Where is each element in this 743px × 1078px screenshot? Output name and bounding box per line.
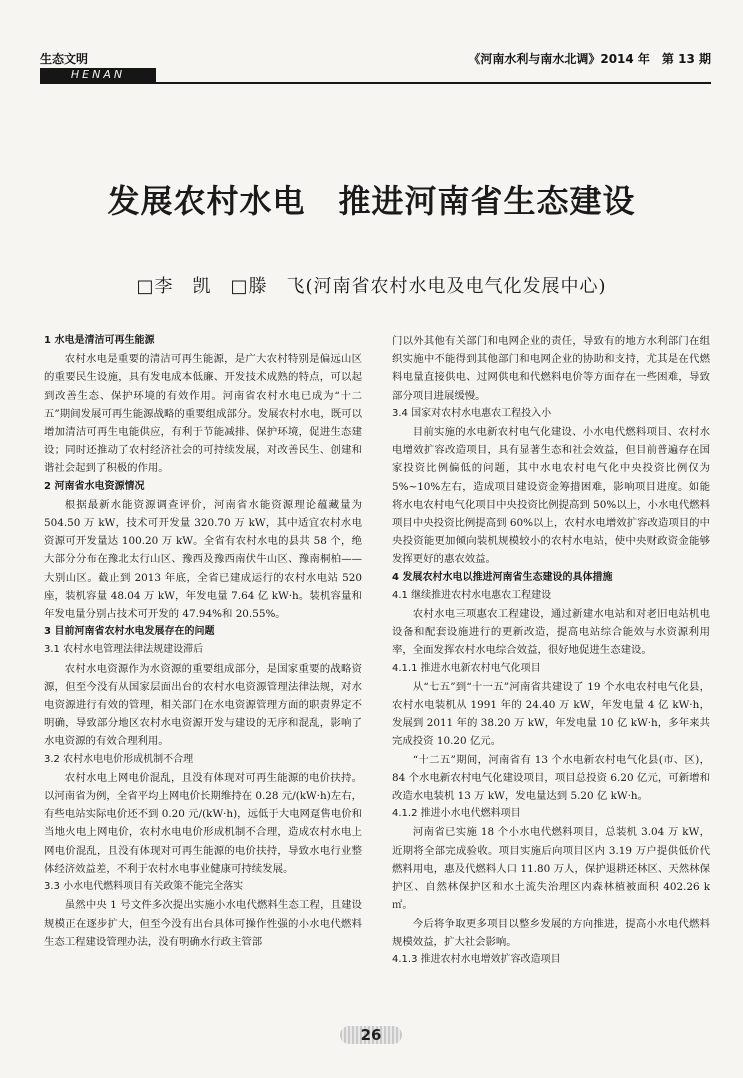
- paragraph: 根据最新水能资源调查评价，河南省水能资源理论蕴藏量为 504.50 万 kW，技术可开发量 320.70 万 kW，其中适宜农村水电资源可开发量达 100.20 万 kW。全省有农村水电的县共 58 个，绝大部分分布在豫北太行山区、豫西及豫西南伏牛山区、豫南桐柏——大别山区。截止到 2013 年底，全省已建成运行的农村水电站 520 座，装机容量 48.04 万 kW，年发电量 7.64 亿 kW·h。装机容量和年发电量分别占技术可开发的 47.94%和 20.55%。: [44, 498, 362, 621]
- section-heading: 1 水电是清洁可再生能源: [44, 335, 155, 346]
- section-label: 生态文明: [40, 52, 89, 66]
- page-number: [340, 1022, 402, 1048]
- section-heading: 4.1.2 推进小水电代燃料项目: [392, 808, 521, 820]
- section-heading: 4 发展农村水电以推进河南省生态建设的具体措施: [392, 571, 613, 583]
- paragraph: “十二五”期间，河南省有 13 个水电新农村电气化县(市、区)，84 个水电新农村电气化建设项目，项目总投资 6.20 亿元，可新增和改造水电装机 13 万 kW，发电量达到 5.20 亿 kW·h。: [392, 753, 710, 803]
- journal-issue: 《河南水利与南水北调》2014 年 第 13 期: [468, 52, 711, 66]
- section-heading: 2 河南省水电资源情况: [44, 480, 145, 492]
- section-heading: 4.1.1 推进水电新农村电气化项目: [392, 662, 541, 674]
- section-heading: 3.3 小水电代燃料项目有关政策不能完全落实: [44, 881, 244, 893]
- section-heading: 3.4 国家对农村水电惠农工程投入小: [392, 407, 552, 419]
- section-heading: 3.1 农村水电管理法律法规建设滞后: [44, 644, 204, 656]
- paragraph: 目前实施的水电新农村电气化建设、小水电代燃料项目、农村水电增效扩容改造项目，具有显著生态和社会效益，但目前普遍存在国家投资比例偏低的问题，其中水电农村电气化中央投资比例仅为 5%~10%左右，造成项目建设资金筹措困难，影响项目进度。如能将水电农村电气化项目中央投资比例提高到 50%以上，小水电代燃料项目中央投资比例提高到 60%以上，农村水电增效扩容改造项目的中央投资能更加倾向装机规模较小的农村水电站，使中央财政资金能够发挥更好的惠农效益。: [392, 426, 710, 566]
- article-title: 发展农村水电 推进河南省生态建设: [107, 182, 636, 220]
- paragraph: 农村水电上网电价混乱，且没有体现对可再生能源的电价扶持。以河南省为例，全省平均上网电价长期维持在 0.28 元/(kW·h)左右，有些电站实际电价还不到 0.20 元/(kW·h)，远低于大电网趸售电价和当地火电上网电价，农村水电电价形成机制不合理，造成农村水电上网电价混乱，且没有体现对可再生能源的电价扶持，导致水电行业整体经济效益差，不利于农村水电事业健康可持续发展。: [44, 771, 362, 875]
- section-heading: 4.1 继续推进农村水电惠农工程建设: [392, 589, 552, 601]
- left-column: [44, 332, 362, 951]
- right-column: [392, 332, 710, 969]
- header-rule: [40, 82, 711, 84]
- paragraph: 今后将争取更多项目以整乡发展的方向推进，提高小水电代燃料规模效益，扩大社会影响。: [392, 917, 710, 948]
- section-heading: 4.1.3 推进农村水电增效扩容改造项目: [392, 953, 561, 965]
- paragraph: 门以外其他有关部门和电网企业的责任，导致有的地方水利部门在组织实施中不能得到其他部门和电网企业的协助和支持，尤其是在代燃料电量直接供电、过网供电和代燃料电价等方面存在一些困难，导致部分项目进展缓慢。: [392, 335, 710, 402]
- paragraph: 农村水电三项惠农工程建设，通过新建水电站和对老旧电站机电设备和配套设施进行的更新改造，提高电站综合能效与水资源利用率，全面发挥农村水电综合效益，很好地促进生态建设。: [392, 608, 710, 657]
- henan-banner: HENAN: [40, 68, 156, 82]
- section-heading: 3.2 农村水电电价形成机制不合理: [44, 753, 194, 765]
- section-heading: 3 目前河南省农村水电发展存在的问题: [44, 626, 215, 638]
- paragraph: 农村水电是重要的清洁可再生能源，是广大农村特别是偏远山区的重要民生设施，具有发电成本低廉、开发技术成熟的特点，可以起到改善生态、保护环境的有效作用。河南省农村水电已成为“十二五”期间发展可再生能源战略的重要组成部分。发展农村水电，既可以增加清洁可再生电能供应，有利于节能减排、保护环境，促进生态建设；同时还推动了农村经济社会的可持续发展，对改善民生、创建和谐社会起到了积极的作用。: [44, 353, 362, 475]
- paragraph: 农村水电资源作为水资源的重要组成部分，是国家重要的战略资源，但至今没有从国家层面出台的农村水电资源管理法律法规，对水电资源进行有效的管理，相关部门在水电资源管理方面的职责界定不明确，导致部分地区农村水电资源开发与建设的无序和混乱，影响了水电资源的有效合理利用。: [44, 662, 362, 748]
- article-authors: □李 凯 □滕 飞(河南省农村水电及电气化发展中心): [136, 276, 607, 297]
- paragraph: 从“七五”到“十一五”河南省共建设了 19 个水电农村电气化县，农村水电装机从 1991 年的 24.40 万 kW，年发电量 4 亿 kW·h，发展到 2011 年的 38.20 万 kW，年发电量 10 亿 kW·h，多年来共完成投资 10.20 亿元。: [392, 680, 710, 748]
- page-number-text: 26: [360, 1026, 382, 1044]
- paragraph: 虽然中央 1 号文件多次提出实施小水电代燃料生态工程，且建设规模正在逐步扩大，但至今没有出台具体可操作性强的小水电代燃料生态工程建设管理办法，没有明确水行政主管部: [44, 899, 362, 948]
- paragraph: 河南省已实施 18 个小水电代燃料项目，总装机 3.04 万 kW，近期将全部完成验收。项目实施后向项目区内 3.19 万户提供低价代燃料用电，惠及代燃料人口 11.80 万人，保护退耕还林区、天然林保护区、自然林保护区和水土流失治理区内森林植被面积 402.26 k㎡。: [392, 826, 710, 912]
